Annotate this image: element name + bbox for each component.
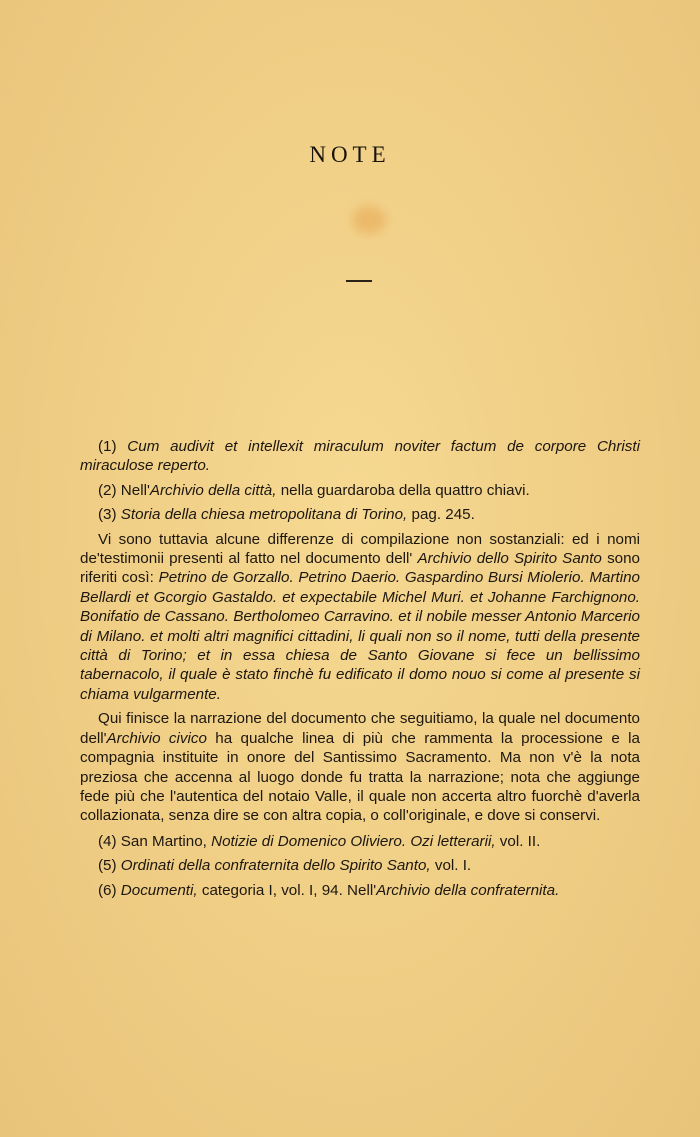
note-6 xyxy=(80,881,640,900)
note-number: (3) xyxy=(98,506,117,524)
note-number: (1) xyxy=(98,438,117,455)
note-1 xyxy=(80,437,640,476)
note-italic-text: Archivio della confraternita. xyxy=(376,881,560,899)
note-3 xyxy=(80,505,640,524)
note-number: (4) xyxy=(98,832,117,850)
note-number: (6) xyxy=(98,881,117,899)
title-rule xyxy=(346,280,372,282)
note-italic-text: Notizie di Domenico Oliviero. Ozi letterarii, xyxy=(211,832,496,850)
note-text: vol. II. xyxy=(495,832,541,850)
page-title: NOTE xyxy=(309,142,391,167)
note-number: (2) xyxy=(98,481,117,499)
note-italic-text: Ordinati della confraternita dello Spirito Santo, xyxy=(120,857,431,875)
notes-section xyxy=(80,437,640,905)
paragraph-narration xyxy=(80,709,640,825)
para-text: sono riferiti così: xyxy=(80,550,640,587)
para-text: Qui finisce la narrazione del documento che seguitiamo, la quale nel documento dell' xyxy=(80,710,640,747)
note-text: Nell' xyxy=(120,481,150,499)
note-text: San Martino, xyxy=(120,832,212,850)
note-italic-text: Storia della chiesa metropolitana di Torino, xyxy=(120,506,408,524)
para-text: ha qualche linea di più che rammenta la processione e la compagnia instituite in onore del Santissimo Sacramento. Ma non v'è la nota preziosa che accenna al luogo donde fu tratta la narrazione; nota che aggiunge fede più che l'autentica del notaio Valle, il quale non accerta altro fuorchè d'averla collazionata, senza dire se con altra copia, o coll'originale, e dove si conservi. xyxy=(80,729,640,825)
note-italic-text: Archivio della città, xyxy=(149,481,277,499)
para-italic: Petrino de Gorzallo. Petrino Daerio. Gaspardino Bursi Miolerio. Martino Bellardi et Gcorgio Gastaldo. et expectabile Michel Muri. et Johanne Farchignono. Bonifatio de Cassano. Bertholomeo Carravino. et il nobile messer Antonio Marcerio di Milano. et molti altri magnifici cittadini, li quali non so il nome, tutti della presente città di Torino; et in essa chiesa de Santo Giovane si fece un bellissimo tabernacolo, il quale è stato finchè fu edificato il domo nouo si come al presente si chiama vulgarmente. xyxy=(80,569,641,703)
note-5 xyxy=(80,856,640,875)
note-4 xyxy=(80,832,640,851)
ink-blot xyxy=(352,206,386,234)
note-text: vol. I. xyxy=(430,857,472,875)
para-italic: Archivio civico xyxy=(106,729,207,747)
note-italic-text: Cum audivit et intellexit miraculum noviter factum de corpore Christi miraculose reperto. xyxy=(80,438,640,475)
para-italic: Archivio dello Spirito Santo xyxy=(417,550,602,568)
note-text: categoria I, vol. I, 94. Nell' xyxy=(197,881,377,899)
note-text: nella guardaroba della quattro chiavi. xyxy=(276,481,530,499)
note-number: (5) xyxy=(98,857,117,875)
note-text: pag. 245. xyxy=(407,506,475,524)
para-text: Vi sono tuttavia alcune differenze di compilazione non sostanziali: ed i nomi de'testimonii presenti al fatto nel documento dell' xyxy=(80,530,640,568)
note-italic-text: Documenti, xyxy=(120,881,198,899)
note-2 xyxy=(80,481,640,500)
paragraph-witnesses xyxy=(80,530,640,705)
